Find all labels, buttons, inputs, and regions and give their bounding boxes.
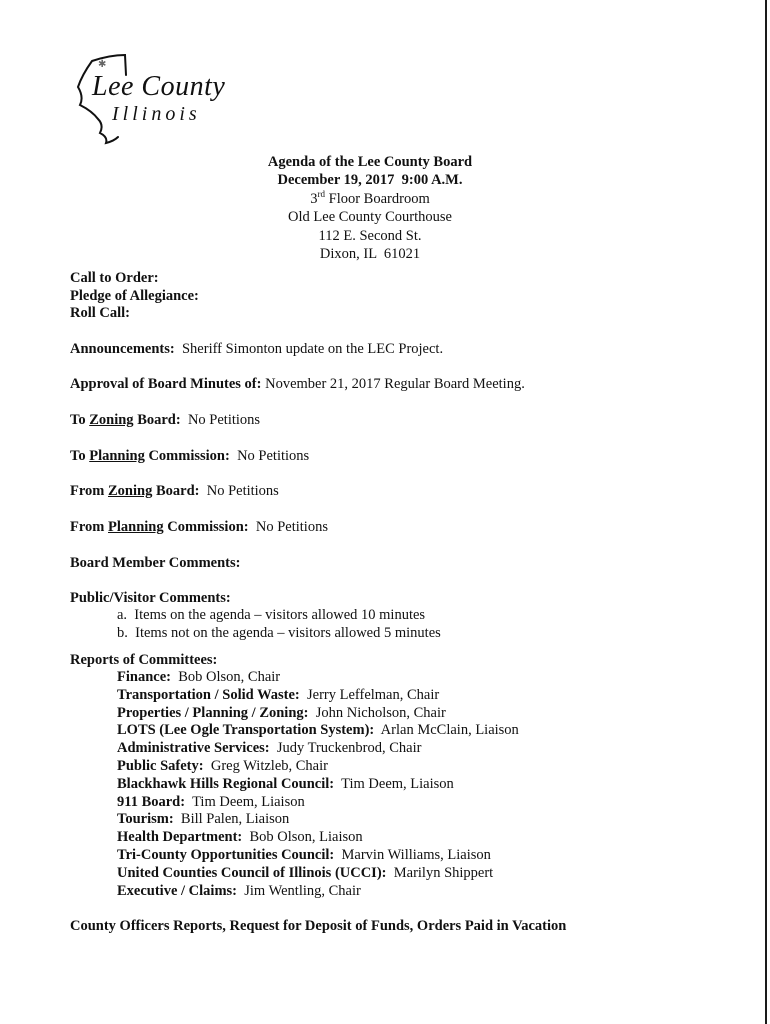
committee-item — [117, 883, 361, 900]
pledge-of-allegiance: Pledge of Allegiance: — [70, 288, 199, 304]
roll-call: Roll Call: — [70, 305, 131, 321]
committee-name: Public Safety: — [117, 758, 204, 774]
committee-item — [117, 740, 421, 757]
petition-text: No Petitions — [248, 519, 328, 535]
petition-underlined: Planning — [89, 448, 145, 464]
petition-post: Board: — [152, 483, 200, 499]
minutes-text: November 21, 2017 Regular Board Meeting. — [261, 376, 525, 392]
committee-person: Tim Deem, Liaison — [334, 776, 454, 792]
committee-item — [117, 758, 328, 775]
committee-item — [117, 776, 454, 793]
committee-name: Health Department: — [117, 829, 243, 845]
petition-label — [70, 519, 249, 535]
petition-label — [70, 448, 230, 464]
agenda-street: 112 E. Second St. — [318, 227, 422, 244]
committee-person: Bill Palen, Liaison — [173, 811, 290, 827]
committee-name: Executive / Claims: — [117, 883, 238, 899]
scan-edge-line — [765, 0, 767, 1024]
committee-name: Properties / Planning / Zoning: — [117, 705, 309, 721]
petition-post: Commission: — [144, 448, 230, 464]
committee-item — [117, 722, 519, 739]
petition-pre: From — [70, 483, 108, 499]
committee-person: Jerry Leffelman, Chair — [299, 687, 440, 703]
petition-label — [70, 483, 199, 499]
committee-name: Tri-County Opportunities Council: — [117, 847, 335, 863]
agenda-date: December 19, 2017 9:00 A.M. — [277, 172, 463, 189]
from-zoning-board — [70, 483, 279, 500]
agenda-header — [250, 153, 490, 263]
committee-item — [117, 865, 493, 882]
agenda-title: Agenda of the Lee County Board — [267, 154, 473, 170]
committee-person: Marilyn Shippert — [386, 865, 494, 881]
to-planning-commission — [70, 448, 309, 465]
announcements — [70, 341, 443, 358]
committee-person: Arlan McClain, Liaison — [374, 722, 519, 738]
public-comments-label: Public/Visitor Comments: — [70, 590, 231, 606]
petition-text: No Petitions — [229, 448, 310, 464]
committee-name: Transportation / Solid Waste: — [117, 687, 300, 703]
announcements-label: Announcements: — [70, 341, 175, 357]
petition-underlined: Zoning — [89, 412, 134, 428]
committee-name: Finance: — [117, 669, 171, 685]
committee-name: Blackhawk Hills Regional Council: — [117, 776, 335, 792]
petition-underlined: Planning — [108, 519, 164, 535]
county-officers-reports: County Officers Reports, Request for Deposit of Funds, Orders Paid in Vacation — [70, 918, 567, 934]
petition-pre: From — [70, 519, 108, 535]
committee-item — [117, 669, 280, 686]
petition-pre: To — [70, 448, 90, 464]
approval-minutes — [70, 376, 525, 393]
committee-name: Administrative Services: — [117, 740, 270, 756]
committee-person: Greg Witzleb, Chair — [203, 758, 328, 774]
petition-text: No Petitions — [199, 483, 279, 499]
committee-person: Bob Olson, Liaison — [242, 829, 363, 845]
petition-label — [70, 412, 181, 428]
committee-item — [117, 794, 305, 811]
committee-item — [117, 705, 446, 722]
from-planning-commission — [70, 519, 328, 536]
petition-post: Commission: — [163, 519, 249, 535]
agenda-building: Old Lee County Courthouse — [288, 209, 452, 226]
room-number: 3 — [310, 190, 318, 207]
committee-person: John Nicholson, Chair — [308, 705, 446, 721]
committee-person: Bob Olson, Chair — [170, 669, 281, 685]
petition-pre: To — [70, 412, 90, 428]
logo-state-name: Illinois — [112, 103, 201, 125]
committee-person: Tim Deem, Liaison — [185, 794, 305, 810]
room-suffix: rd — [317, 188, 326, 199]
announcements-text: Sheriff Simonton update on the LEC Project. — [174, 341, 444, 357]
committee-item — [117, 687, 439, 704]
logo-county-name: Lee County — [92, 71, 226, 102]
agenda-city: Dixon, IL 61021 — [319, 246, 421, 263]
minutes-label: Approval of Board Minutes of: — [70, 376, 262, 392]
reports-label: Reports of Committees: — [70, 652, 218, 668]
committee-item — [117, 811, 289, 828]
to-zoning-board — [70, 412, 260, 429]
agenda-room — [250, 190, 490, 208]
board-member-comments: Board Member Comments: — [70, 555, 241, 571]
call-to-order: Call to Order: — [70, 270, 159, 286]
petition-text: No Petitions — [180, 412, 261, 428]
committee-name: 911 Board: — [117, 794, 186, 810]
committee-person: Jim Wentling, Chair — [237, 883, 361, 899]
committee-name: Tourism: — [117, 811, 174, 827]
public-comments-item: a. Items on the agenda – visitors allowed 10 minutes — [117, 607, 426, 623]
committee-name: LOTS (Lee Ogle Transportation System): — [117, 722, 375, 738]
committee-item — [117, 829, 363, 846]
public-comments-item: b. Items not on the agenda – visitors allowed 5 minutes — [117, 625, 441, 641]
committee-person: Judy Truckenbrod, Chair — [269, 740, 422, 756]
committee-person: Marvin Williams, Liaison — [334, 847, 491, 863]
committee-item — [117, 847, 491, 864]
committee-name: United Counties Council of Illinois (UCCI): — [117, 865, 387, 881]
petition-underlined: Zoning — [108, 483, 153, 499]
petition-post: Board: — [133, 412, 181, 428]
svg-text:✱: ✱ — [98, 59, 107, 70]
county-logo — [70, 45, 260, 155]
room-label: Floor Boardroom — [325, 190, 430, 207]
